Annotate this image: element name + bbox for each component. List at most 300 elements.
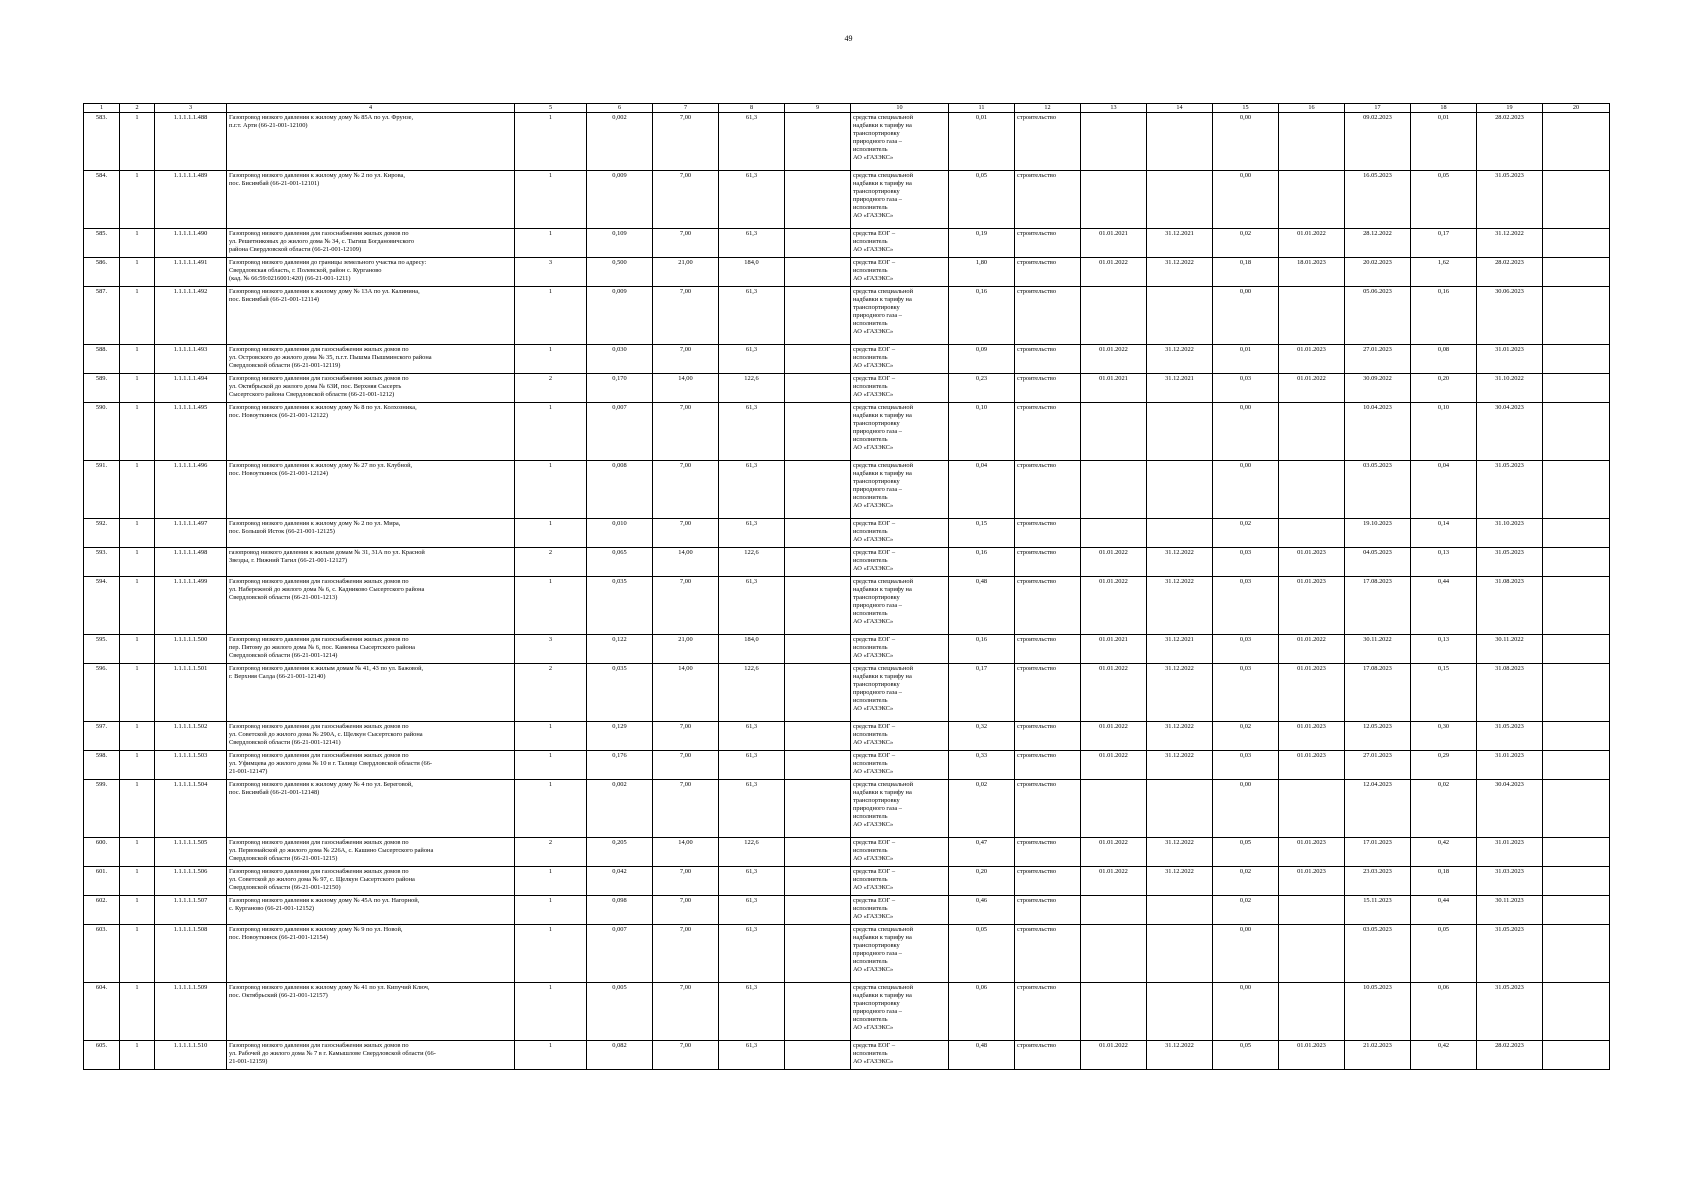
cell-col-8: 61,3 — [719, 896, 785, 925]
cell-completion-date: 21.02.2023 — [1345, 1041, 1411, 1070]
cell-col-20 — [1543, 403, 1610, 461]
cell-col-16: 01.01.2023 — [1279, 345, 1345, 374]
cell-col-16: 01.01.2023 — [1279, 722, 1345, 751]
cell-object-name: Газопровод низкого давления к жилому дому № 13А по ул. Калинина, пос. Бисимбай (66-21-001-12114) — [227, 287, 515, 345]
cell-commissioning-date: 31.08.2023 — [1477, 664, 1543, 722]
cell-object-name: Газопровод низкого давления для газоснабжения жилых домов по ул. Набережной до жилого дома № 6, с. Кадниково Сысертского района Свердловской области (66-21-001-1213) — [227, 577, 515, 635]
cell-work-type: строительство — [1015, 983, 1081, 1041]
table-row — [84, 722, 1610, 751]
cell-col-20 — [1543, 113, 1610, 171]
cell-length: 0,109 — [587, 229, 653, 258]
cell-col-7: 21,00 — [653, 258, 719, 287]
cell-col-18: 0,15 — [1411, 664, 1477, 722]
cell-col-16: 01.01.2023 — [1279, 548, 1345, 577]
cell-col-16 — [1279, 113, 1345, 171]
cell-start-date: 01.01.2022 — [1081, 258, 1147, 287]
cell-col-8: 61,3 — [719, 1041, 785, 1070]
cell-commissioning-date: 31.05.2023 — [1477, 461, 1543, 519]
cell-end-date — [1147, 519, 1213, 548]
cell-col-15: 0,00 — [1213, 287, 1279, 345]
cell-work-type: строительство — [1015, 722, 1081, 751]
cell-cost: 0,06 — [949, 983, 1015, 1041]
cell-col-5: 1 — [515, 171, 587, 229]
cell-object-name: Газопровод низкого давления для газоснабжения жилых домов по ул. Островского до жилого дома № 35, п.г.т. Пышма Пышминского района Свердловской области (66-21-001-12119) — [227, 345, 515, 374]
cell-object-name: газопровод низкого давления к жилым домам № 31, 31А по ул. Красной Звезды, г. Нижний Тагил (66-21-001-12127) — [227, 548, 515, 577]
column-header-11: 11 — [949, 104, 1015, 113]
cell-col-16: 01.01.2022 — [1279, 635, 1345, 664]
cell-col-15: 0,03 — [1213, 577, 1279, 635]
cell-length: 0,007 — [587, 925, 653, 983]
cell-row-number: 589. — [84, 374, 120, 403]
cell-end-date: 31.12.2021 — [1147, 229, 1213, 258]
column-header-15: 15 — [1213, 104, 1279, 113]
cell-col-7: 7,00 — [653, 1041, 719, 1070]
cell-row-number: 600. — [84, 838, 120, 867]
cell-col-9 — [785, 548, 851, 577]
cell-col-16: 01.01.2023 — [1279, 664, 1345, 722]
cell-col-18: 0,44 — [1411, 577, 1477, 635]
cell-cost: 0,48 — [949, 577, 1015, 635]
cell-start-date: 01.01.2021 — [1081, 229, 1147, 258]
cell-col-15: 0,03 — [1213, 664, 1279, 722]
table-row — [84, 577, 1610, 635]
cell-end-date: 31.12.2022 — [1147, 838, 1213, 867]
cell-col-8: 61,3 — [719, 577, 785, 635]
cell-work-type: строительство — [1015, 461, 1081, 519]
cell-col-20 — [1543, 548, 1610, 577]
table-row — [84, 258, 1610, 287]
cell-length: 0,098 — [587, 896, 653, 925]
cell-commissioning-date: 31.01.2023 — [1477, 345, 1543, 374]
cell-length: 0,030 — [587, 345, 653, 374]
table-row — [84, 838, 1610, 867]
cell-col-5: 1 — [515, 287, 587, 345]
cell-commissioning-date: 31.10.2022 — [1477, 374, 1543, 403]
cell-row-number: 599. — [84, 780, 120, 838]
cell-col-16 — [1279, 171, 1345, 229]
cell-end-date: 31.12.2021 — [1147, 635, 1213, 664]
cell-col-8: 184,0 — [719, 258, 785, 287]
cell-row-number: 598. — [84, 751, 120, 780]
cell-commissioning-date: 28.02.2023 — [1477, 113, 1543, 171]
cell-work-type: строительство — [1015, 780, 1081, 838]
cell-col-7: 7,00 — [653, 345, 719, 374]
cell-col-7: 21,00 — [653, 635, 719, 664]
cell-funding-source: средства специальной надбавки к тарифу на транспортировку природного газа – исполнитель АО «ГАЗЭКС» — [851, 780, 949, 838]
cell-col-20 — [1543, 171, 1610, 229]
cell-cost: 0,32 — [949, 722, 1015, 751]
cell-col-9 — [785, 838, 851, 867]
cell-col-9 — [785, 635, 851, 664]
cell-col-9 — [785, 403, 851, 461]
column-header-3: 3 — [155, 104, 227, 113]
cell-commissioning-date: 31.01.2023 — [1477, 838, 1543, 867]
column-header-20: 20 — [1543, 104, 1610, 113]
column-header-13: 13 — [1081, 104, 1147, 113]
cell-start-date — [1081, 403, 1147, 461]
cell-cost: 0,09 — [949, 345, 1015, 374]
cell-end-date — [1147, 403, 1213, 461]
cell-completion-date: 30.11.2022 — [1345, 635, 1411, 664]
cell-col-15: 0,05 — [1213, 1041, 1279, 1070]
cell-funding-source: средства ЕОГ – исполнитель АО «ГАЗЭКС» — [851, 374, 949, 403]
table-row — [84, 171, 1610, 229]
cell-length: 0,010 — [587, 519, 653, 548]
column-header-9: 9 — [785, 104, 851, 113]
cell-col-18: 0,05 — [1411, 171, 1477, 229]
cell-object-name: Газопровод низкого давления к жилому дому № 27 по ул. Клубной, пос. Новоуткинск (66-21-001-12124) — [227, 461, 515, 519]
cell-work-type: строительство — [1015, 838, 1081, 867]
cell-commissioning-date: 28.02.2023 — [1477, 1041, 1543, 1070]
cell-row-number: 595. — [84, 635, 120, 664]
cell-funding-source: средства ЕОГ – исполнитель АО «ГАЗЭКС» — [851, 548, 949, 577]
cell-funding-source: средства ЕОГ – исполнитель АО «ГАЗЭКС» — [851, 229, 949, 258]
cell-commissioning-date: 31.12.2022 — [1477, 229, 1543, 258]
cell-end-date: 31.12.2022 — [1147, 867, 1213, 896]
cell-cost: 0,05 — [949, 171, 1015, 229]
cell-length: 0,176 — [587, 751, 653, 780]
cell-end-date — [1147, 925, 1213, 983]
cell-col-20 — [1543, 664, 1610, 722]
cell-object-code: 1.1.1.1.1.494 — [155, 374, 227, 403]
cell-funding-source: средства специальной надбавки к тарифу на транспортировку природного газа – исполнитель АО «ГАЗЭКС» — [851, 461, 949, 519]
cell-row-number: 597. — [84, 722, 120, 751]
cell-col-16: 01.01.2022 — [1279, 374, 1345, 403]
column-header-17: 17 — [1345, 104, 1411, 113]
cell-start-date: 01.01.2022 — [1081, 577, 1147, 635]
cell-row-number: 587. — [84, 287, 120, 345]
cell-col-9 — [785, 1041, 851, 1070]
cell-work-type: строительство — [1015, 664, 1081, 722]
cell-col-5: 2 — [515, 664, 587, 722]
cell-col-8: 61,3 — [719, 925, 785, 983]
cell-funding-source: средства ЕОГ – исполнитель АО «ГАЗЭКС» — [851, 1041, 949, 1070]
cell-col-18: 0,13 — [1411, 548, 1477, 577]
cell-object-code: 1.1.1.1.1.501 — [155, 664, 227, 722]
cell-col-15: 0,00 — [1213, 403, 1279, 461]
cell-col-7: 7,00 — [653, 229, 719, 258]
cell-object-code: 1.1.1.1.1.510 — [155, 1041, 227, 1070]
cell-commissioning-date: 30.06.2023 — [1477, 287, 1543, 345]
cell-end-date: 31.12.2022 — [1147, 258, 1213, 287]
cell-col-15: 0,00 — [1213, 113, 1279, 171]
cell-col-15: 0,01 — [1213, 345, 1279, 374]
cell-col-7: 7,00 — [653, 113, 719, 171]
cell-col-2: 1 — [120, 113, 155, 171]
cell-funding-source: средства специальной надбавки к тарифу на транспортировку природного газа – исполнитель АО «ГАЗЭКС» — [851, 113, 949, 171]
column-header-14: 14 — [1147, 104, 1213, 113]
cell-funding-source: средства ЕОГ – исполнитель АО «ГАЗЭКС» — [851, 722, 949, 751]
cell-start-date — [1081, 983, 1147, 1041]
cell-col-18: 0,10 — [1411, 403, 1477, 461]
cell-work-type: строительство — [1015, 867, 1081, 896]
cell-funding-source: средства ЕОГ – исполнитель АО «ГАЗЭКС» — [851, 635, 949, 664]
cell-object-name: Газопровод низкого давления к жилым домам № 41, 43 по ул. Бажовой, г. Верхняя Салда (66-21-001-12140) — [227, 664, 515, 722]
cell-work-type: строительство — [1015, 403, 1081, 461]
cell-col-2: 1 — [120, 345, 155, 374]
cell-col-7: 14,00 — [653, 374, 719, 403]
cell-col-2: 1 — [120, 838, 155, 867]
column-header-4: 4 — [227, 104, 515, 113]
cell-col-8: 122,6 — [719, 374, 785, 403]
cell-cost: 0,10 — [949, 403, 1015, 461]
cell-object-name: Газопровод низкого давления для газоснабжения жилых домов по ул. Советской до жилого дома № 290А, с. Щелкун Сысертского района Свердловской области (66-21-001-12141) — [227, 722, 515, 751]
cell-row-number: 596. — [84, 664, 120, 722]
cell-col-20 — [1543, 345, 1610, 374]
cell-col-8: 61,3 — [719, 519, 785, 548]
cell-col-15: 0,03 — [1213, 548, 1279, 577]
cell-length: 0,009 — [587, 171, 653, 229]
cell-row-number: 584. — [84, 171, 120, 229]
cell-length: 0,122 — [587, 635, 653, 664]
cell-col-18: 0,01 — [1411, 113, 1477, 171]
table-row — [84, 867, 1610, 896]
cell-col-9 — [785, 519, 851, 548]
cell-cost: 0,20 — [949, 867, 1015, 896]
cell-object-code: 1.1.1.1.1.507 — [155, 896, 227, 925]
cell-col-15: 0,00 — [1213, 171, 1279, 229]
cell-col-15: 0,03 — [1213, 635, 1279, 664]
cell-start-date — [1081, 896, 1147, 925]
cell-cost: 0,23 — [949, 374, 1015, 403]
table-row — [84, 113, 1610, 171]
cell-row-number: 583. — [84, 113, 120, 171]
cell-end-date — [1147, 461, 1213, 519]
column-header-19: 19 — [1477, 104, 1543, 113]
cell-completion-date: 10.04.2023 — [1345, 403, 1411, 461]
table-row — [84, 403, 1610, 461]
cell-funding-source: средства ЕОГ – исполнитель АО «ГАЗЭКС» — [851, 751, 949, 780]
cell-col-20 — [1543, 519, 1610, 548]
cell-col-15: 0,00 — [1213, 461, 1279, 519]
cell-col-2: 1 — [120, 1041, 155, 1070]
cell-col-20 — [1543, 896, 1610, 925]
cell-object-name: Газопровод низкого давления до границы земельного участка по адресу: Свердловская область, г. Полевской, район с. Курганово (кад. № 66:59:0216001:420) (66-21-001-1211) — [227, 258, 515, 287]
cell-row-number: 604. — [84, 983, 120, 1041]
cell-start-date: 01.01.2022 — [1081, 867, 1147, 896]
cell-col-18: 0,20 — [1411, 374, 1477, 403]
cell-end-date — [1147, 171, 1213, 229]
cell-col-15: 0,05 — [1213, 838, 1279, 867]
cell-completion-date: 04.05.2023 — [1345, 548, 1411, 577]
cell-col-8: 61,3 — [719, 751, 785, 780]
cell-col-15: 0,00 — [1213, 925, 1279, 983]
cell-col-20 — [1543, 229, 1610, 258]
cell-col-9 — [785, 171, 851, 229]
table-row — [84, 519, 1610, 548]
table-row — [84, 229, 1610, 258]
cell-cost: 0,47 — [949, 838, 1015, 867]
cell-object-code: 1.1.1.1.1.504 — [155, 780, 227, 838]
cell-col-5: 2 — [515, 838, 587, 867]
cell-completion-date: 28.12.2022 — [1345, 229, 1411, 258]
cell-col-5: 1 — [515, 867, 587, 896]
cell-start-date — [1081, 780, 1147, 838]
cell-col-5: 3 — [515, 258, 587, 287]
cell-commissioning-date: 31.10.2023 — [1477, 519, 1543, 548]
cell-col-9 — [785, 664, 851, 722]
cell-start-date: 01.01.2022 — [1081, 664, 1147, 722]
cell-completion-date: 30.09.2022 — [1345, 374, 1411, 403]
cell-col-7: 7,00 — [653, 867, 719, 896]
cell-col-15: 0,02 — [1213, 722, 1279, 751]
cell-work-type: строительство — [1015, 171, 1081, 229]
cell-col-20 — [1543, 867, 1610, 896]
cell-col-18: 0,30 — [1411, 722, 1477, 751]
cell-start-date: 01.01.2022 — [1081, 751, 1147, 780]
cell-col-8: 61,3 — [719, 461, 785, 519]
cell-object-code: 1.1.1.1.1.500 — [155, 635, 227, 664]
cell-col-18: 0,14 — [1411, 519, 1477, 548]
cell-commissioning-date: 31.03.2023 — [1477, 867, 1543, 896]
cell-col-7: 7,00 — [653, 896, 719, 925]
cell-cost: 0,19 — [949, 229, 1015, 258]
table-row — [84, 345, 1610, 374]
cell-col-20 — [1543, 925, 1610, 983]
cell-col-2: 1 — [120, 896, 155, 925]
cell-cost: 0,33 — [949, 751, 1015, 780]
cell-col-2: 1 — [120, 664, 155, 722]
cell-col-5: 3 — [515, 635, 587, 664]
cell-end-date — [1147, 780, 1213, 838]
cell-col-16: 01.01.2023 — [1279, 751, 1345, 780]
cell-col-9 — [785, 345, 851, 374]
cell-completion-date: 12.05.2023 — [1345, 722, 1411, 751]
table-row — [84, 751, 1610, 780]
cell-start-date — [1081, 519, 1147, 548]
cell-col-5: 2 — [515, 374, 587, 403]
cell-start-date — [1081, 461, 1147, 519]
cell-commissioning-date: 31.05.2023 — [1477, 171, 1543, 229]
table-row — [84, 548, 1610, 577]
column-number-row — [84, 104, 1610, 113]
cell-col-20 — [1543, 838, 1610, 867]
cell-col-20 — [1543, 374, 1610, 403]
cell-length: 0,007 — [587, 403, 653, 461]
cell-start-date: 01.01.2022 — [1081, 1041, 1147, 1070]
table-row — [84, 287, 1610, 345]
cell-commissioning-date: 31.05.2023 — [1477, 548, 1543, 577]
cell-col-8: 61,3 — [719, 403, 785, 461]
cell-start-date: 01.01.2022 — [1081, 548, 1147, 577]
cell-funding-source: средства специальной надбавки к тарифу на транспортировку природного газа – исполнитель АО «ГАЗЭКС» — [851, 664, 949, 722]
cell-col-2: 1 — [120, 635, 155, 664]
cell-col-18: 0,13 — [1411, 635, 1477, 664]
cell-col-2: 1 — [120, 258, 155, 287]
cell-col-7: 14,00 — [653, 838, 719, 867]
cell-end-date — [1147, 113, 1213, 171]
cell-col-15: 0,00 — [1213, 983, 1279, 1041]
cell-work-type: строительство — [1015, 287, 1081, 345]
cell-col-8: 61,3 — [719, 287, 785, 345]
cell-length: 0,082 — [587, 1041, 653, 1070]
cell-col-15: 0,02 — [1213, 896, 1279, 925]
cell-col-16: 01.01.2023 — [1279, 1041, 1345, 1070]
page-number: 49 — [844, 34, 853, 43]
cell-col-7: 7,00 — [653, 519, 719, 548]
cell-row-number: 602. — [84, 896, 120, 925]
cell-object-name: Газопровод низкого давления к жилому дому № 85А по ул. Фрунзе, п.г.т. Арти (66-21-001-12100) — [227, 113, 515, 171]
cell-start-date — [1081, 113, 1147, 171]
cell-object-code: 1.1.1.1.1.488 — [155, 113, 227, 171]
cell-col-7: 7,00 — [653, 577, 719, 635]
cell-col-2: 1 — [120, 229, 155, 258]
cell-object-name: Газопровод низкого давления к жилому дому № 41 по ул. Кипучий Ключ, пос. Октябрьский (66-21-001-12157) — [227, 983, 515, 1041]
column-header-6: 6 — [587, 104, 653, 113]
cell-object-code: 1.1.1.1.1.508 — [155, 925, 227, 983]
cell-length: 0,005 — [587, 983, 653, 1041]
cell-col-9 — [785, 780, 851, 838]
cell-funding-source: средства специальной надбавки к тарифу на транспортировку природного газа – исполнитель АО «ГАЗЭКС» — [851, 925, 949, 983]
cell-col-8: 61,3 — [719, 867, 785, 896]
cell-col-2: 1 — [120, 287, 155, 345]
cell-col-16 — [1279, 896, 1345, 925]
cell-col-18: 0,18 — [1411, 867, 1477, 896]
cell-object-code: 1.1.1.1.1.498 — [155, 548, 227, 577]
cell-commissioning-date: 31.08.2023 — [1477, 577, 1543, 635]
cell-completion-date: 09.02.2023 — [1345, 113, 1411, 171]
cell-length: 0,205 — [587, 838, 653, 867]
cell-completion-date: 16.05.2023 — [1345, 171, 1411, 229]
cell-col-15: 0,03 — [1213, 751, 1279, 780]
cell-completion-date: 05.06.2023 — [1345, 287, 1411, 345]
cell-col-16 — [1279, 925, 1345, 983]
cell-completion-date: 12.04.2023 — [1345, 780, 1411, 838]
cell-col-15: 0,03 — [1213, 374, 1279, 403]
table-row — [84, 664, 1610, 722]
cell-completion-date: 03.05.2023 — [1345, 461, 1411, 519]
cell-end-date: 31.12.2022 — [1147, 664, 1213, 722]
cell-object-code: 1.1.1.1.1.497 — [155, 519, 227, 548]
table-row — [84, 374, 1610, 403]
cell-commissioning-date: 31.01.2023 — [1477, 751, 1543, 780]
cell-completion-date: 23.03.2023 — [1345, 867, 1411, 896]
cell-length: 0,002 — [587, 113, 653, 171]
cell-col-8: 61,3 — [719, 229, 785, 258]
cell-row-number: 588. — [84, 345, 120, 374]
cell-col-9 — [785, 461, 851, 519]
cell-col-8: 61,3 — [719, 345, 785, 374]
cell-object-name: Газопровод низкого давления для газоснабжения жилых домов по ул. Октябрьской до жилого дома № 63И, пос. Верхняя Сысерть Сысертского района Свердловской области (66-21-001-1212) — [227, 374, 515, 403]
cell-object-code: 1.1.1.1.1.489 — [155, 171, 227, 229]
cell-col-9 — [785, 722, 851, 751]
cell-start-date: 01.01.2022 — [1081, 838, 1147, 867]
cell-col-9 — [785, 229, 851, 258]
cell-col-5: 1 — [515, 345, 587, 374]
cell-col-20 — [1543, 780, 1610, 838]
cell-col-2: 1 — [120, 780, 155, 838]
cell-col-7: 7,00 — [653, 780, 719, 838]
cell-col-5: 1 — [515, 780, 587, 838]
cell-length: 0,035 — [587, 664, 653, 722]
cell-object-name: Газопровод низкого давления для газоснабжения жилых домов по ул. Решетниковых до жилого дома № 34, с. Тыгиш Богдановичского района Свердловской области (66-21-001-12109) — [227, 229, 515, 258]
cell-col-20 — [1543, 287, 1610, 345]
cell-length: 0,002 — [587, 780, 653, 838]
cell-col-5: 1 — [515, 983, 587, 1041]
cell-col-18: 0,42 — [1411, 1041, 1477, 1070]
cell-col-2: 1 — [120, 461, 155, 519]
cell-cost: 0,02 — [949, 780, 1015, 838]
cell-end-date: 31.12.2022 — [1147, 751, 1213, 780]
table-body — [84, 113, 1610, 1070]
cell-commissioning-date: 30.04.2023 — [1477, 780, 1543, 838]
cell-commissioning-date: 30.11.2022 — [1477, 635, 1543, 664]
cell-col-9 — [785, 374, 851, 403]
cell-work-type: строительство — [1015, 345, 1081, 374]
cell-row-number: 585. — [84, 229, 120, 258]
cell-start-date — [1081, 171, 1147, 229]
cell-commissioning-date: 31.05.2023 — [1477, 925, 1543, 983]
